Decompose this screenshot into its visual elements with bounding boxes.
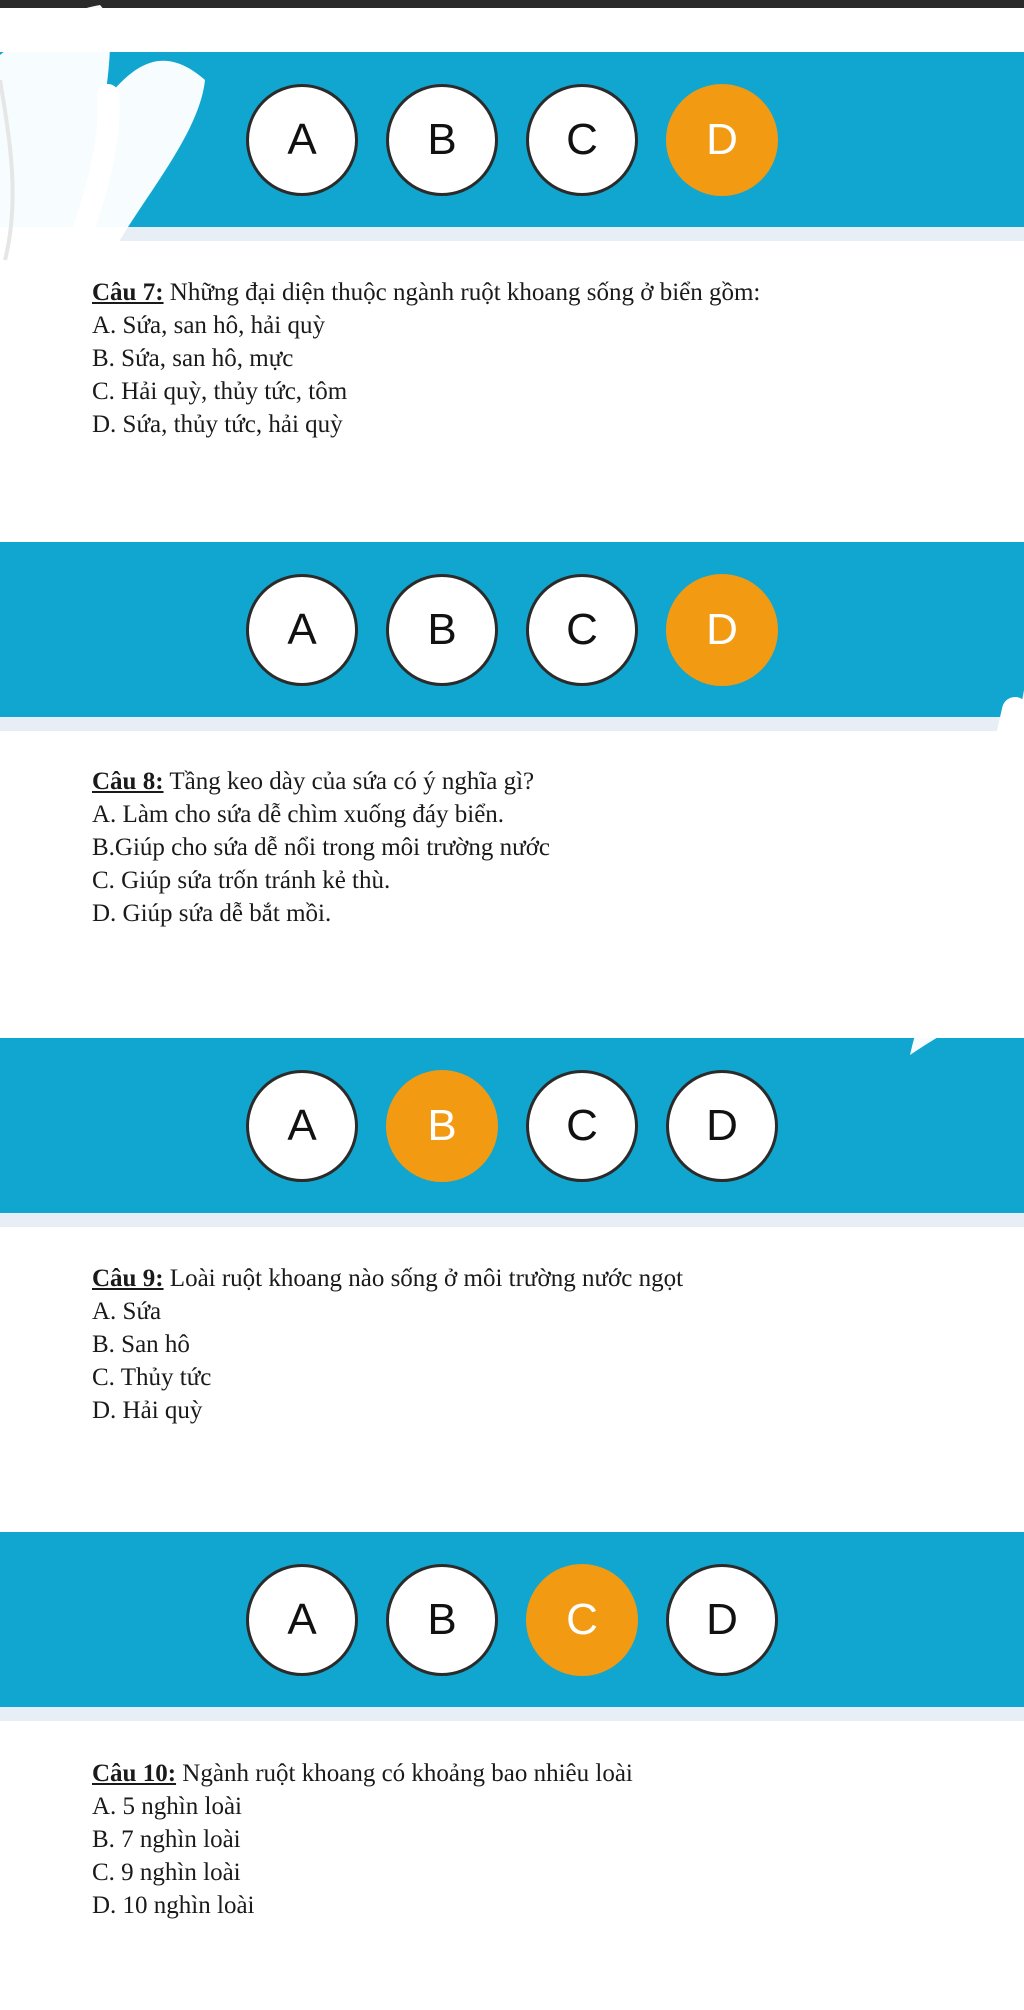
answer-d: D. Hải quỳ — [92, 1397, 203, 1424]
option-b-q9-selected[interactable]: B — [386, 1070, 498, 1182]
option-a-q10[interactable]: A — [246, 1564, 358, 1676]
option-c-q8[interactable]: C — [526, 574, 638, 686]
answer-c: C. Thủy tức — [92, 1364, 212, 1391]
question-7 — [92, 276, 992, 441]
option-d-q9[interactable]: D — [666, 1070, 778, 1182]
option-b-q10[interactable]: B — [386, 1564, 498, 1676]
question-number: Câu 8: — [92, 768, 164, 795]
question-number: Câu 9: — [92, 1265, 164, 1292]
option-c-q7[interactable]: C — [526, 84, 638, 196]
option-d-q8-selected[interactable]: D — [666, 574, 778, 686]
answer-band-q8 — [0, 542, 1024, 731]
answer-a: A. Sứa — [92, 1298, 162, 1325]
answer-band-q10 — [0, 1532, 1024, 1721]
answer-c: C. Hải quỳ, thủy tức, tôm — [92, 378, 348, 405]
question-number: Câu 7: — [92, 279, 164, 306]
option-b-q7[interactable]: B — [386, 84, 498, 196]
answer-band-q9 — [0, 1038, 1024, 1227]
option-a-q7[interactable]: A — [246, 84, 358, 196]
answer-b: B. San hô — [92, 1331, 190, 1358]
answer-a: A. Sứa, san hô, hải quỳ — [92, 312, 325, 339]
question-text: Tầng keo dày của sứa có ý nghĩa gì? — [163, 768, 535, 795]
option-d-q7-selected[interactable]: D — [666, 84, 778, 196]
question-text: Ngành ruột khoang có khoảng bao nhiêu loài — [176, 1760, 633, 1787]
answer-c: C. Giúp sứa trốn tránh kẻ thù. — [92, 867, 391, 894]
question-title — [92, 765, 992, 798]
question-9 — [92, 1262, 992, 1427]
answer-d: D. Sứa, thủy tức, hải quỳ — [92, 411, 343, 438]
question-title — [92, 276, 992, 309]
scribble-mark-top-left — [0, 0, 220, 300]
option-c-q9[interactable]: C — [526, 1070, 638, 1182]
option-a-q9[interactable]: A — [246, 1070, 358, 1182]
scribble-mark-right — [900, 690, 1024, 1060]
answer-c: C. 9 nghìn loài — [92, 1859, 241, 1886]
answer-b: B. Sứa, san hô, mực — [92, 345, 294, 372]
question-text: Loài ruột khoang nào sống ở môi trường nước ngọt — [163, 1265, 684, 1292]
answer-a: A. Làm cho sứa dễ chìm xuống đáy biển. — [92, 801, 505, 828]
question-8 — [92, 765, 992, 930]
option-d-q10[interactable]: D — [666, 1564, 778, 1676]
answer-d: D. 10 nghìn loài — [92, 1892, 255, 1919]
question-number: Câu 10: — [92, 1760, 177, 1787]
option-a-q8[interactable]: A — [246, 574, 358, 686]
answer-b: B. 7 nghìn loài — [92, 1826, 241, 1853]
answer-d: D. Giúp sứa dễ bắt mồi. — [92, 900, 332, 927]
question-title — [92, 1262, 992, 1295]
question-10 — [92, 1757, 992, 1922]
question-text: Những đại diện thuộc ngành ruột khoang sống ở biển gồm: — [163, 279, 761, 306]
answer-a: A. 5 nghìn loài — [92, 1793, 242, 1820]
answer-b: B.Giúp cho sứa dễ nổi trong môi trường nước — [92, 834, 551, 861]
option-b-q8[interactable]: B — [386, 574, 498, 686]
question-title — [92, 1757, 992, 1790]
option-c-q10-selected[interactable]: C — [526, 1564, 638, 1676]
